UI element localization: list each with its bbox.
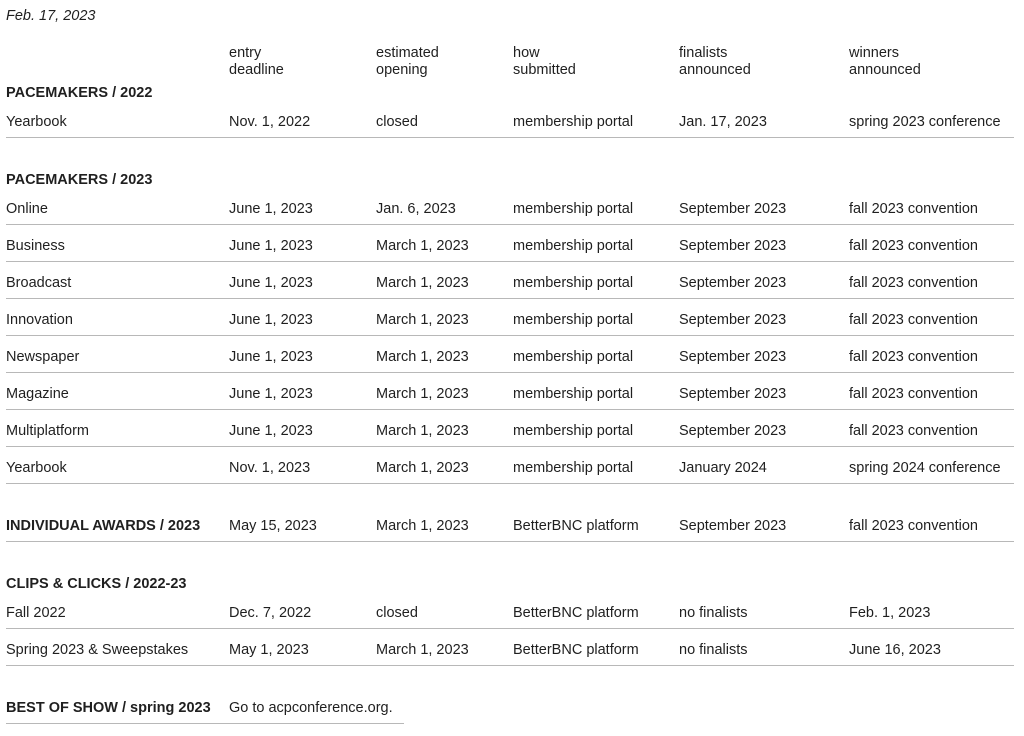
table-row	[6, 698, 1014, 718]
table-cell: membership portal	[513, 114, 634, 130]
table-cell: March 1, 2023	[376, 275, 469, 291]
table-cell: June 16, 2023	[849, 642, 941, 658]
row-divider	[6, 723, 404, 724]
page-date: Feb. 17, 2023	[6, 8, 96, 24]
table-cell: September 2023	[679, 386, 787, 402]
header-entry-deadline: entry deadline	[229, 45, 284, 78]
table-cell: March 1, 2023	[376, 460, 469, 476]
row-divider	[6, 665, 1014, 666]
table-cell: membership portal	[513, 201, 634, 217]
table-cell: fall 2023 convention	[849, 312, 978, 328]
table-cell: fall 2023 convention	[849, 349, 978, 365]
table-cell: fall 2023 convention	[849, 201, 978, 217]
table-cell: January 2024	[679, 460, 767, 476]
table-cell: Nov. 1, 2022	[229, 114, 311, 130]
table-cell: Multiplatform	[6, 423, 89, 439]
table-row	[6, 273, 1014, 293]
table-cell: September 2023	[679, 518, 787, 534]
table-cell: June 1, 2023	[229, 423, 313, 439]
row-divider	[6, 541, 1014, 542]
table-cell: June 1, 2023	[229, 312, 313, 328]
table-cell: September 2023	[679, 312, 787, 328]
table-cell: Feb. 1, 2023	[849, 605, 931, 621]
table-row	[6, 347, 1014, 367]
table-cell: Fall 2022	[6, 605, 66, 621]
table-cell: Business	[6, 238, 65, 254]
table-cell: March 1, 2023	[376, 423, 469, 439]
table-cell: Go to acpconference.org.	[229, 700, 393, 716]
table-cell: Jan. 6, 2023	[376, 201, 456, 217]
row-divider	[6, 483, 1014, 484]
table-row	[6, 310, 1014, 330]
header-finalists-announced: finalists announced	[679, 45, 751, 78]
table-cell: Yearbook	[6, 114, 67, 130]
table-cell: March 1, 2023	[376, 238, 469, 254]
table-cell: fall 2023 convention	[849, 275, 978, 291]
table-row	[6, 384, 1014, 404]
table-cell: March 1, 2023	[376, 386, 469, 402]
table-cell: Jan. 17, 2023	[679, 114, 767, 130]
header-winners-announced: winners announced	[849, 45, 921, 78]
row-divider	[6, 224, 1014, 225]
table-cell: closed	[376, 114, 418, 130]
table-cell: membership portal	[513, 460, 634, 476]
row-divider	[6, 261, 1014, 262]
table-row	[6, 516, 1014, 536]
table-row	[6, 458, 1014, 478]
header-how-submitted: how submitted	[513, 45, 576, 78]
table-cell: membership portal	[513, 275, 634, 291]
table-cell: BetterBNC platform	[513, 605, 639, 621]
section-title-text: PACEMAKERS / 2022	[6, 85, 153, 101]
table-cell: May 1, 2023	[229, 642, 309, 658]
table-cell: March 1, 2023	[376, 518, 469, 534]
table-cell: March 1, 2023	[376, 642, 469, 658]
row-divider	[6, 335, 1014, 336]
row-divider	[6, 137, 1014, 138]
table-cell: Innovation	[6, 312, 73, 328]
row-divider	[6, 628, 1014, 629]
table-cell: September 2023	[679, 238, 787, 254]
section-title-text: PACEMAKERS / 2023	[6, 172, 153, 188]
section-title	[6, 83, 1014, 103]
table-cell: September 2023	[679, 201, 787, 217]
table-cell: September 2023	[679, 275, 787, 291]
table-cell: Spring 2023 & Sweepstakes	[6, 642, 189, 658]
row-divider	[6, 446, 1014, 447]
table-cell: spring 2024 conference	[849, 460, 1001, 476]
header-estimated-opening: estimated opening	[376, 45, 439, 78]
table-cell: BetterBNC platform	[513, 518, 639, 534]
table-row	[6, 112, 1014, 132]
table-cell: Online	[6, 201, 48, 217]
table-cell: March 1, 2023	[376, 349, 469, 365]
table-cell: no finalists	[679, 642, 748, 658]
table-cell: membership portal	[513, 349, 634, 365]
table-cell: membership portal	[513, 423, 634, 439]
row-divider	[6, 409, 1014, 410]
table-cell: no finalists	[679, 605, 748, 621]
table-cell: May 15, 2023	[229, 518, 317, 534]
table-cell: Broadcast	[6, 275, 72, 291]
table-cell: fall 2023 convention	[849, 518, 978, 534]
table-row	[6, 421, 1014, 441]
table-cell: fall 2023 convention	[849, 386, 978, 402]
table-cell: June 1, 2023	[229, 386, 313, 402]
table-cell: membership portal	[513, 386, 634, 402]
table-cell: June 1, 2023	[229, 349, 313, 365]
section-title	[6, 170, 1014, 190]
table-cell: Newspaper	[6, 349, 80, 365]
table-cell: June 1, 2023	[229, 275, 313, 291]
table-cell: June 1, 2023	[229, 238, 313, 254]
table-cell: INDIVIDUAL AWARDS / 2023	[6, 518, 201, 534]
table-cell: September 2023	[679, 349, 787, 365]
table-cell: September 2023	[679, 423, 787, 439]
table-cell: Nov. 1, 2023	[229, 460, 311, 476]
table-row	[6, 199, 1014, 219]
table-cell: BEST OF SHOW / spring 2023	[6, 700, 211, 716]
table-cell: March 1, 2023	[376, 312, 469, 328]
table-row	[6, 640, 1014, 660]
table-cell: Dec. 7, 2022	[229, 605, 312, 621]
table-row	[6, 236, 1014, 256]
table-cell: BetterBNC platform	[513, 642, 639, 658]
section-title-text: CLIPS & CLICKS / 2022-23	[6, 576, 187, 592]
table-cell: membership portal	[513, 238, 634, 254]
table-cell: fall 2023 convention	[849, 423, 978, 439]
row-divider	[6, 298, 1014, 299]
row-divider	[6, 372, 1014, 373]
table-cell: closed	[376, 605, 418, 621]
table-cell: Yearbook	[6, 460, 67, 476]
section-title	[6, 574, 1014, 594]
column-headers	[6, 45, 1014, 79]
table-cell: June 1, 2023	[229, 201, 313, 217]
table-cell: membership portal	[513, 312, 634, 328]
table-cell: fall 2023 convention	[849, 238, 978, 254]
table-row	[6, 603, 1014, 623]
table-cell: spring 2023 conference	[849, 114, 1001, 130]
table-cell: Magazine	[6, 386, 69, 402]
